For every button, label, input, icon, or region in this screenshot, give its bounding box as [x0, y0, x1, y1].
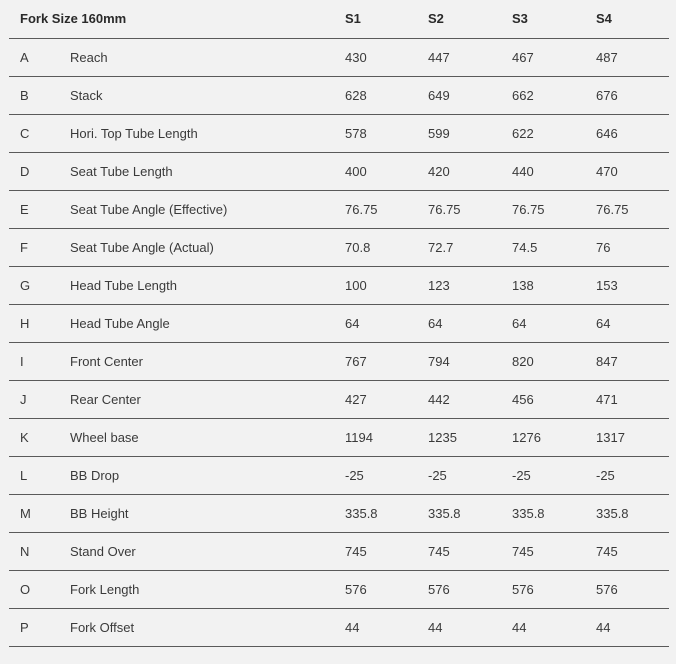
- value-s1: 400: [345, 164, 367, 179]
- row-code: O: [20, 582, 31, 597]
- value-s4: 335.8: [596, 506, 629, 521]
- column-header-s2: S2: [428, 11, 444, 26]
- value-s4: 470: [596, 164, 618, 179]
- value-s3: 456: [512, 392, 534, 407]
- row-label: Stand Over: [70, 544, 136, 559]
- row-label: Fork Offset: [70, 620, 135, 635]
- value-s4: -25: [596, 468, 615, 483]
- value-s3: 76.75: [512, 202, 545, 217]
- value-s4: 471: [596, 392, 618, 407]
- value-s3: 662: [512, 88, 534, 103]
- row-code: N: [20, 544, 30, 559]
- value-s1: -25: [345, 468, 364, 483]
- row-code: I: [20, 354, 24, 369]
- column-header-s1: S1: [345, 11, 361, 26]
- value-s2: -25: [428, 468, 447, 483]
- value-s4: 1317: [596, 430, 625, 445]
- row-label: Hori. Top Tube Length: [70, 126, 198, 141]
- value-s3: 467: [512, 50, 534, 65]
- table-row: [9, 533, 669, 571]
- value-s1: 745: [345, 544, 367, 559]
- table-row: [9, 419, 669, 457]
- row-label: BB Drop: [70, 468, 120, 483]
- value-s4: 76: [596, 240, 611, 255]
- value-s2: 794: [428, 354, 450, 369]
- value-s1: 767: [345, 354, 367, 369]
- value-s1: 430: [345, 50, 367, 65]
- value-s1: 76.75: [345, 202, 378, 217]
- table-row: [9, 153, 669, 191]
- table-row: [9, 39, 669, 77]
- row-code: G: [20, 278, 31, 293]
- value-s2: 576: [428, 582, 450, 597]
- value-s1: 64: [345, 316, 360, 331]
- table-row: [9, 495, 669, 533]
- value-s3: 44: [512, 620, 527, 635]
- value-s2: 420: [428, 164, 450, 179]
- row-code: H: [20, 316, 30, 331]
- value-s2: 599: [428, 126, 450, 141]
- row-label: BB Height: [70, 506, 129, 521]
- table-row: [9, 457, 669, 495]
- value-s4: 44: [596, 620, 611, 635]
- row-label: Reach: [70, 50, 108, 65]
- table-row: [9, 305, 669, 343]
- value-s1: 578: [345, 126, 367, 141]
- row-code: B: [20, 88, 29, 103]
- table-row: [9, 229, 669, 267]
- row-label: Wheel base: [70, 430, 139, 445]
- value-s1: 44: [345, 620, 360, 635]
- row-code: D: [20, 164, 30, 179]
- table-row: [9, 343, 669, 381]
- value-s3: 335.8: [512, 506, 545, 521]
- table-title: Fork Size 160mm: [20, 11, 127, 26]
- value-s3: 820: [512, 354, 534, 369]
- value-s1: 1194: [345, 430, 373, 445]
- row-label: Seat Tube Angle (Effective): [70, 202, 228, 217]
- table-row: [9, 77, 669, 115]
- table-row: [9, 609, 669, 647]
- column-header-s4: S4: [596, 11, 612, 26]
- value-s4: 745: [596, 544, 618, 559]
- row-label: Head Tube Angle: [70, 316, 170, 331]
- value-s2: 44: [428, 620, 443, 635]
- value-s1: 100: [345, 278, 367, 293]
- row-code: F: [20, 240, 28, 255]
- value-s4: 847: [596, 354, 618, 369]
- value-s3: 576: [512, 582, 534, 597]
- value-s3: 64: [512, 316, 527, 331]
- value-s4: 646: [596, 126, 618, 141]
- value-s3: 622: [512, 126, 534, 141]
- value-s4: 76.75: [596, 202, 629, 217]
- value-s2: 745: [428, 544, 450, 559]
- table-header-row: [9, 0, 669, 39]
- row-code: L: [20, 468, 28, 483]
- value-s1: 335.8: [345, 506, 378, 521]
- row-label: Front Center: [70, 354, 143, 369]
- value-s3: -25: [512, 468, 531, 483]
- value-s4: 64: [596, 316, 611, 331]
- value-s1: 427: [345, 392, 367, 407]
- value-s2: 64: [428, 316, 443, 331]
- table-row: [9, 571, 669, 609]
- table-body: [9, 39, 669, 647]
- value-s2: 72.7: [428, 240, 454, 255]
- row-code: J: [20, 392, 27, 407]
- geometry-table: [9, 0, 669, 647]
- table-row: [9, 191, 669, 229]
- row-label: Seat Tube Angle (Actual): [70, 240, 214, 255]
- value-s3: 440: [512, 164, 534, 179]
- row-code: E: [20, 202, 29, 217]
- value-s3: 1276: [512, 430, 541, 445]
- row-label: Fork Length: [70, 582, 140, 597]
- row-label: Seat Tube Length: [70, 164, 173, 179]
- row-label: Head Tube Length: [70, 278, 177, 293]
- value-s2: 76.75: [428, 202, 461, 217]
- value-s2: 447: [428, 50, 450, 65]
- value-s4: 576: [596, 582, 618, 597]
- value-s2: 649: [428, 88, 450, 103]
- value-s4: 153: [596, 278, 618, 293]
- table-row: [9, 381, 669, 419]
- row-code: P: [20, 620, 29, 635]
- value-s4: 676: [596, 88, 618, 103]
- table-row: [9, 115, 669, 153]
- value-s3: 74.5: [512, 240, 538, 255]
- value-s3: 138: [512, 278, 534, 293]
- row-code: K: [20, 430, 29, 445]
- value-s1: 70.8: [345, 240, 371, 255]
- table-row: [9, 267, 669, 305]
- value-s2: 335.8: [428, 506, 461, 521]
- value-s2: 442: [428, 392, 450, 407]
- value-s4: 487: [596, 50, 618, 65]
- row-code: A: [20, 50, 29, 65]
- value-s1: 576: [345, 582, 367, 597]
- value-s1: 628: [345, 88, 367, 103]
- value-s2: 123: [428, 278, 450, 293]
- row-code: C: [20, 126, 30, 141]
- value-s3: 745: [512, 544, 534, 559]
- row-label: Stack: [70, 88, 103, 103]
- row-label: Rear Center: [70, 392, 141, 407]
- row-code: M: [20, 506, 31, 521]
- value-s2: 1235: [428, 430, 457, 445]
- column-header-s3: S3: [512, 11, 528, 26]
